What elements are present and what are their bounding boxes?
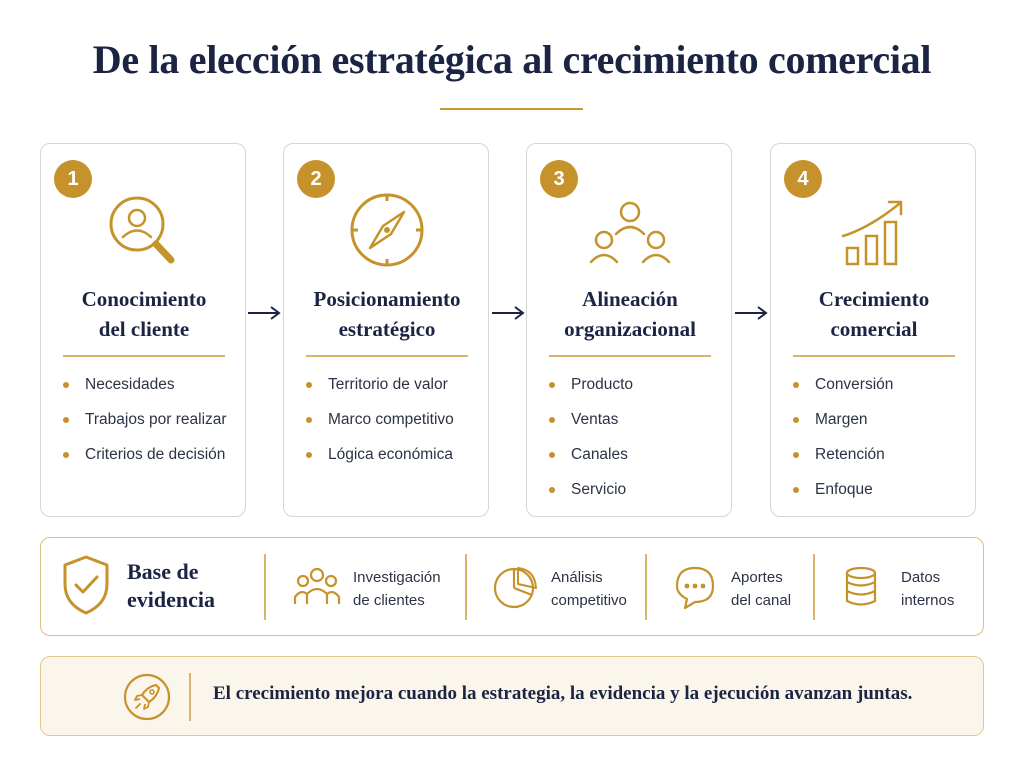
list-item: Necesidades xyxy=(63,374,227,409)
pie-chart-icon xyxy=(491,564,539,610)
compass-icon xyxy=(342,190,432,270)
evidence-divider xyxy=(645,554,647,620)
step-divider xyxy=(63,355,225,357)
step-item-list xyxy=(306,374,454,479)
evidence-divider xyxy=(813,554,815,620)
list-item: Criterios de decisión xyxy=(63,444,227,479)
growth-chart-icon xyxy=(829,190,919,270)
list-item: Retención xyxy=(793,444,893,479)
arrow-right-icon xyxy=(246,305,282,321)
list-item: Conversión xyxy=(793,374,893,409)
conclusion-banner xyxy=(40,656,984,736)
list-item: Marco competitivo xyxy=(306,409,454,444)
list-item: Producto xyxy=(549,374,633,409)
team-icon xyxy=(585,190,675,270)
evidence-source-label: Aportes del canal xyxy=(731,569,792,609)
step-number-badge: 1 xyxy=(54,160,92,198)
step-item-list xyxy=(793,374,893,514)
chat-bubble-icon xyxy=(671,564,719,610)
shield-check-icon xyxy=(61,554,111,616)
evidence-title: Base de evidencia xyxy=(127,559,215,612)
conclusion-text: El crecimiento mejora cuando la estrategia, la evidencia y la ejecución avanzan juntas. xyxy=(213,683,913,704)
arrow-right-icon xyxy=(733,305,769,321)
rocket-icon xyxy=(123,673,171,721)
step-number-badge: 4 xyxy=(784,160,822,198)
step-title: Posicionamiento estratégico xyxy=(313,287,461,341)
step-number-badge: 3 xyxy=(540,160,578,198)
list-item: Canales xyxy=(549,444,633,479)
page-title: De la elección estratégica al crecimiento comercial xyxy=(92,37,932,82)
list-item: Territorio de valor xyxy=(306,374,454,409)
list-item: Lógica económica xyxy=(306,444,454,479)
evidence-panel xyxy=(40,537,984,636)
customer-search-icon xyxy=(99,190,189,270)
arrow-right-icon xyxy=(490,305,526,321)
step-card-1 xyxy=(40,143,246,517)
evidence-source-label: Datos internos xyxy=(901,569,955,609)
evidence-divider xyxy=(264,554,266,620)
step-divider xyxy=(549,355,711,357)
people-icon xyxy=(293,564,341,610)
database-icon xyxy=(841,564,889,610)
step-card-3 xyxy=(526,143,732,517)
step-number-badge: 2 xyxy=(297,160,335,198)
list-item: Margen xyxy=(793,409,893,444)
evidence-divider xyxy=(465,554,467,620)
step-title: Alineación organizacional xyxy=(564,287,696,341)
list-item: Enfoque xyxy=(793,479,893,514)
evidence-source-label: Investigación de clientes xyxy=(353,569,441,609)
title-underline xyxy=(440,108,583,110)
list-item: Servicio xyxy=(549,479,633,514)
evidence-source-label: Análisis competitivo xyxy=(551,569,627,609)
step-title: Conocimiento del cliente xyxy=(81,287,207,341)
step-card-4 xyxy=(770,143,976,517)
step-item-list xyxy=(549,374,633,514)
step-divider xyxy=(306,355,468,357)
list-item: Ventas xyxy=(549,409,633,444)
step-divider xyxy=(793,355,955,357)
list-item: Trabajos por realizar xyxy=(63,409,227,444)
banner-divider xyxy=(189,673,191,721)
step-card-2 xyxy=(283,143,489,517)
step-item-list xyxy=(63,374,227,479)
step-title: Crecimiento comercial xyxy=(818,287,930,341)
